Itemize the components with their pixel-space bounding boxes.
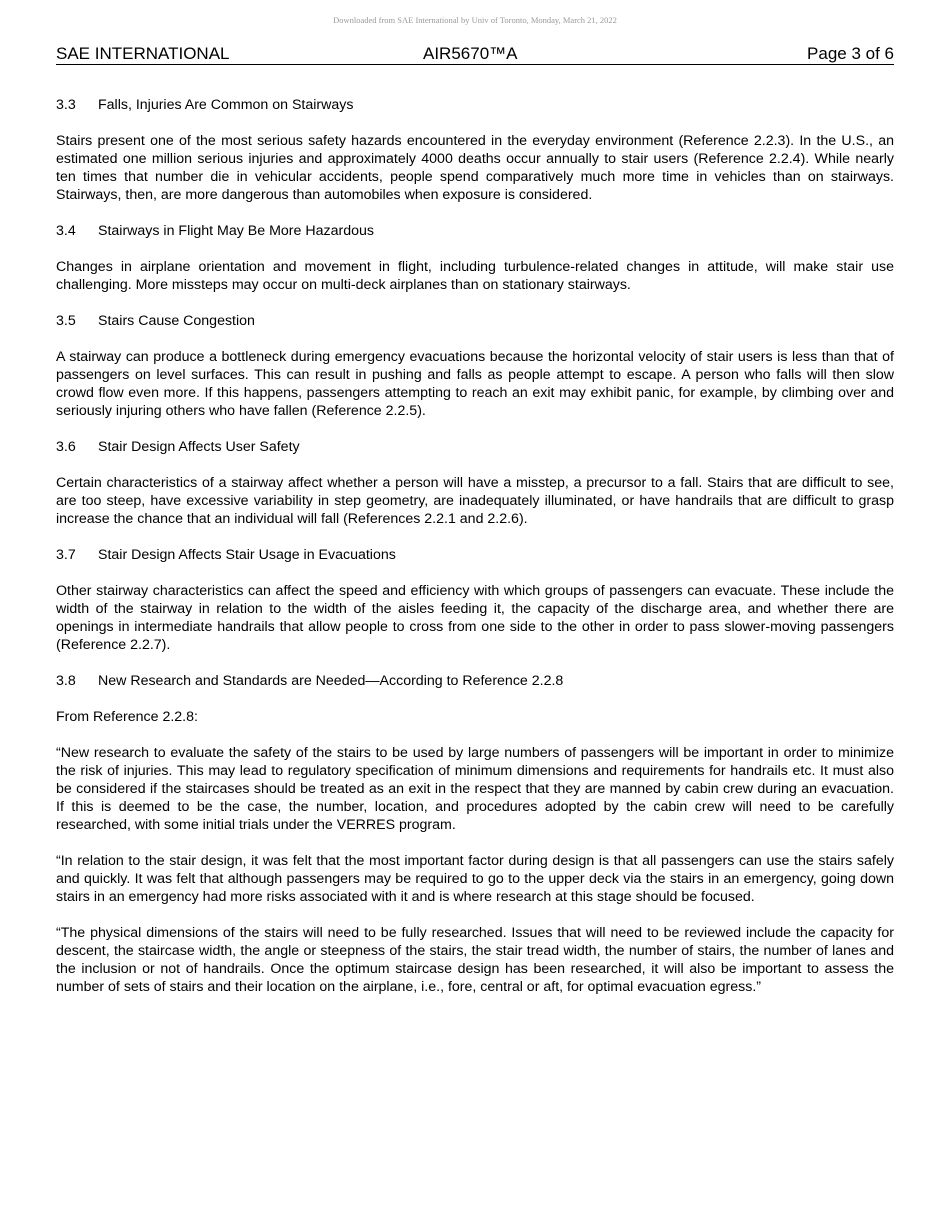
running-header <box>56 44 894 65</box>
section-title: Falls, Injuries Are Common on Stairways <box>98 97 354 113</box>
section-title: Stair Design Affects User Safety <box>98 439 300 455</box>
section-number: 3.8 <box>56 673 76 689</box>
section-3-5 <box>56 312 894 420</box>
section-title: New Research and Standards are Needed—According to Reference 2.2.8 <box>98 673 564 689</box>
section-heading <box>56 546 894 564</box>
section-3-8 <box>56 672 894 996</box>
download-watermark: Downloaded from SAE International by Univ of Toronto, Monday, March 21, 2022 <box>333 15 617 25</box>
quoted-paragraph: “New research to evaluate the safety of the stairs to be used by large numbers of passengers will be important in order to minimize the risk of injuries. This may lead to regulatory specification of minimum dimensions and requirements for handrails etc. It must also be considered if the staircases should be treated as an exit in the respect that they are manned by cabin crew during an evacuation. If this is deemed to be the case, the number, location, and procedures adopted by the cabin crew will need to be carefully researched, with some initial trials under the VERRES program. <box>56 745 894 833</box>
section-3-4 <box>56 222 894 294</box>
section-heading <box>56 312 894 330</box>
paragraph: Changes in airplane orientation and movement in flight, including turbulence-related changes in attitude, will make stair use challenging. More missteps may occur on multi-deck airplanes than on stationary stairways. <box>56 259 894 293</box>
paragraph: Other stairway characteristics can affect the speed and efficiency with which groups of passengers can evacuate. These include the width of the stairway in relation to the width of the aisles feeding it, the capacity of the discharge area, and whether there are openings in intermediate handrails that allow people to cross from one side to the other in order to pass slower-moving passengers (Reference 2.2.7). <box>56 583 894 653</box>
quoted-paragraph: “In relation to the stair design, it was felt that the most important factor during design is that all passengers can use the stairs safely and quickly. It was felt that although passengers may be required to go to the upper deck via the stairs in an emergency, going down stairs in an emergency had more risks associated with it and is where research at this stage should be focused. <box>56 853 894 905</box>
section-heading <box>56 222 894 240</box>
section-heading <box>56 438 894 456</box>
section-3-3 <box>56 96 894 204</box>
section-number: 3.5 <box>56 313 76 329</box>
section-title: Stairs Cause Congestion <box>98 313 255 329</box>
section-heading <box>56 96 894 114</box>
paragraph: Certain characteristics of a stairway affect whether a person will have a misstep, a precursor to a fall. Stairs that are difficult to see, are too steep, have excessive variability in step geometry, are inadequately illuminated, or have handrails that are difficult to grasp increase the chance that an individual will fall (References 2.2.1 and 2.2.6). <box>56 475 894 527</box>
quoted-paragraph: “The physical dimensions of the stairs will need to be fully researched. Issues that will need to be reviewed include the capacity for descent, the staircase width, the angle or steepness of the stairs, the stair tread width, the number of stairs, the number of lanes and the inclusion or not of handrails. Once the optimum staircase design has been researched, it will also be important to assess the number of sets of stairs and their location on the airplane, i.e., fore, central or aft, for optimal evacuation egress.” <box>56 925 894 995</box>
paragraph: A stairway can produce a bottleneck during emergency evacuations because the horizontal velocity of stair users is less than that of passengers on level surfaces. This can result in pushing and falls as people attempt to escape. A person who falls will then slow crowd flow even more. If this happens, passengers attempting to reach an exit may exhibit panic, for example, by climbing over and seriously injuring others who have fallen (Reference 2.2.5). <box>56 349 894 419</box>
reference-intro: From Reference 2.2.8: <box>56 709 198 725</box>
section-number: 3.7 <box>56 547 76 563</box>
document-body <box>56 96 894 1014</box>
publisher-name: SAE INTERNATIONAL <box>56 44 230 63</box>
page-number: Page 3 of 6 <box>807 44 894 63</box>
paragraph: Stairs present one of the most serious safety hazards encountered in the everyday environment (Reference 2.2.3). In the U.S., an estimated one million serious injuries and approximately 4000 deaths occur annually to stair users (Reference 2.2.4). While nearly ten times that number die in vehicular accidents, people spend comparatively much more time in vehicles than on stairways. Stairways, then, are more dangerous than automobiles when exposure is considered. <box>56 133 894 203</box>
section-title: Stairways in Flight May Be More Hazardous <box>98 223 374 239</box>
document-number: AIR5670™A <box>423 44 518 63</box>
section-heading <box>56 672 894 690</box>
section-3-7 <box>56 546 894 654</box>
section-number: 3.4 <box>56 223 76 239</box>
section-title: Stair Design Affects Stair Usage in Evacuations <box>98 547 396 563</box>
section-number: 3.6 <box>56 439 76 455</box>
section-number: 3.3 <box>56 97 76 113</box>
section-3-6 <box>56 438 894 528</box>
